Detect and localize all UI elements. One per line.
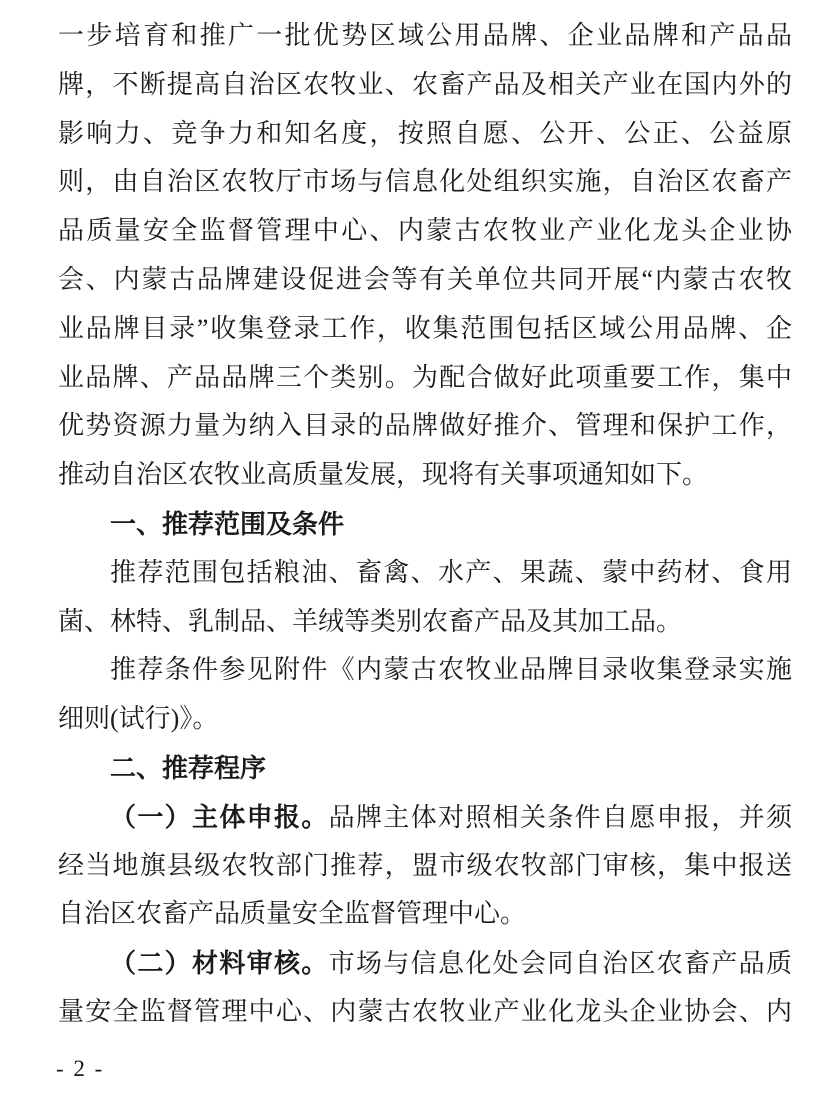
text-line: 则，由自治区农牧厅市场与信息化处组织实施，自治区农畜产 (58, 167, 792, 197)
text-line: 业品牌、产品品牌三个类别。为配合做好此项重要工作，集中 (58, 362, 792, 392)
text-line: 会、内蒙古品牌建设促进会等有关单位共同开展“内蒙古农牧 (58, 264, 792, 294)
text-line: 品质量安全监督管理中心、内蒙古农牧业产业化龙头企业协 (58, 216, 792, 246)
text-line: 推荐范围包括粮油、畜禽、水产、果蔬、蒙中药材、食用 (110, 557, 792, 587)
paragraph-end-line: 推动自治区农牧业高质量发展，现将有关事项通知如下。 (58, 460, 709, 490)
text-line: 业品牌目录”收集登录工作，收集范围包括区域公用品牌、企 (58, 313, 792, 343)
page-number: - 2 - (56, 1056, 105, 1081)
text-line: 量安全监督管理中心、内蒙古农牧业产业化龙头企业协会、内 (58, 996, 792, 1026)
text-line: 优势资源力量为纳入目录的品牌做好推介、管理和保护工作， (58, 411, 792, 441)
text-line: 影响力、竞争力和知名度，按照自愿、公开、公正、公益原 (58, 118, 792, 148)
paragraph-lead-bold: （一）主体申报。 (110, 801, 329, 832)
text-line (58, 793, 792, 842)
paragraph-end-line: 自治区农畜产品质量安全监督管理中心。 (58, 899, 527, 929)
text-line (58, 939, 792, 988)
text-line: 一步培育和推广一批优势区域公用品牌、企业品牌和产品品 (58, 21, 792, 50)
text-line: 推荐条件参见附件《内蒙古农牧业品牌目录收集登录实施 (110, 655, 792, 685)
document-body (58, 12, 792, 1037)
paragraph-end-line: 菌、林特、乳制品、羊绒等类别农畜产品及其加工品。 (58, 606, 683, 636)
paragraph-lead-rest: 市场与信息化处会同自治区农畜产品质 (328, 949, 792, 979)
section-heading-1: 一、推荐范围及条件 (110, 508, 345, 539)
text-line: 牌，不断提高自治区农牧业、农畜产品及相关产业在国内外的 (58, 69, 792, 99)
text-line: 经当地旗县级农牧部门推荐，盟市级农牧部门审核，集中报送 (58, 850, 792, 880)
paragraph-end-line: 细则(试行)》。 (58, 704, 219, 734)
paragraph-lead-rest: 品牌主体对照相关条件自愿申报，并须 (328, 802, 792, 832)
paragraph-lead-bold: （二）材料审核。 (110, 948, 329, 979)
section-heading-2: 二、推荐程序 (110, 752, 267, 783)
